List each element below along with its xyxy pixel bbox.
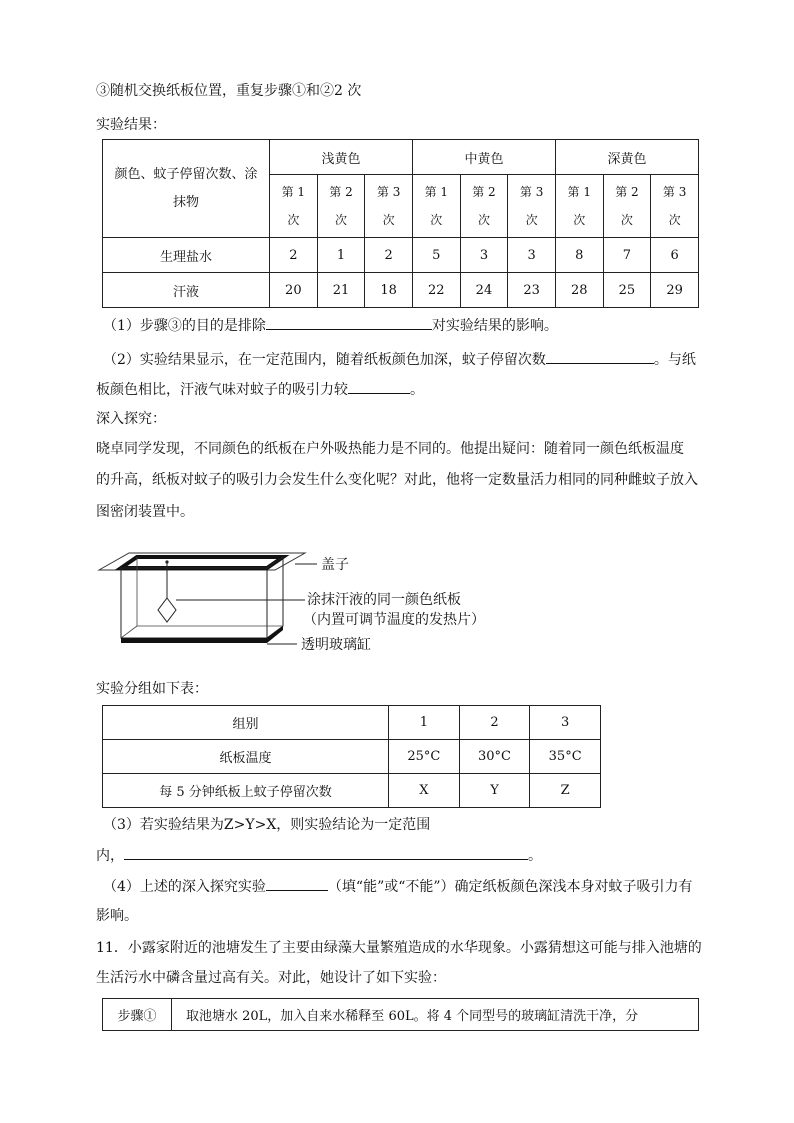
results-label: 实验结果： — [96, 117, 166, 133]
question-2 — [103, 349, 696, 370]
paragraph-line: 的升高，纸板对蚊子的吸引力会发生什么变化呢？对此，他将一定数量活力相同的同种雌蚊子放入 — [96, 472, 698, 488]
trial-label: 第 1 次 — [567, 185, 591, 227]
table-cell: 20 — [270, 273, 318, 308]
question-3-line2-text: 内， — [96, 848, 124, 864]
table-cell: 24 — [460, 273, 508, 308]
question-1 — [103, 315, 558, 336]
question-2-suffix: 。与纸 — [653, 352, 696, 368]
table-cell: Z — [530, 774, 601, 808]
step-label: 步骤① — [103, 999, 172, 1031]
table-cell: 7 — [603, 238, 651, 273]
trial-label: 第 3 次 — [519, 185, 544, 227]
step-text: 取池塘水 20L，加入自来水稀释至 60L。将 4 个同型号的玻璃缸清洗干净，分 — [172, 999, 699, 1031]
table-cell: 18 — [365, 273, 413, 308]
question-4-suffix: （填“能”或“不能”）确定纸板颜色深浅本身对蚊子吸引力有 — [327, 879, 693, 895]
question-3: （3）若实验结果为Z>Y>X，则实验结论为一定范围 — [103, 817, 431, 833]
trial-label: 第 2 次 — [615, 185, 639, 227]
table1-color-medium: 中黄色 — [412, 140, 555, 175]
trial-label: 第 2 次 — [329, 185, 353, 227]
deep-inquiry-label: 深入探究： — [96, 411, 166, 427]
tank-label: 透明玻璃缸 — [301, 637, 371, 653]
trial-header — [555, 175, 603, 238]
row-label-stay-count: 每 5 分钟纸板上蚊子停留次数 — [103, 774, 389, 808]
row-label-sweat: 汗液 — [103, 273, 270, 308]
table1-color-dark: 深黄色 — [555, 140, 698, 175]
table-cell: 25 — [603, 273, 651, 308]
table1-color-light: 浅黄色 — [270, 140, 413, 175]
question-11-line1: 11．小露家附近的池塘发生了主要由绿藻大量繁殖造成的水华现象。小露猜想这可能与排入池塘的 — [96, 940, 702, 956]
table-cell: Y — [459, 774, 530, 808]
trial-label: 第 2 次 — [472, 185, 496, 227]
group-header: 2 — [459, 706, 530, 740]
row-label-saline: 生理盐水 — [103, 238, 270, 273]
hook-point — [165, 560, 168, 563]
tank-bottom — [121, 626, 283, 643]
trial-header — [412, 175, 460, 238]
answer-blank[interactable] — [266, 315, 432, 330]
table1-corner-header — [103, 140, 270, 238]
question-4-text: （4）上述的深入探究实验 — [103, 879, 266, 895]
mosquito-results-table — [102, 139, 699, 308]
group-header: 1 — [389, 706, 460, 740]
question-2-text: （2）实验结果显示，在一定范围内，随着纸板颜色加深，蚊子停留次数 — [103, 352, 546, 368]
table-cell: 25°C — [389, 740, 460, 774]
experiment-groups-table — [102, 705, 601, 808]
table-cell: 21 — [317, 273, 365, 308]
answer-blank[interactable] — [546, 349, 654, 364]
table-cell: 3 — [460, 238, 508, 273]
paragraph-line: 晓卓同学发现，不同颜色的纸板在户外吸热能力是不同的。他提出疑问：随着同一颜色纸板温度 — [96, 441, 684, 457]
trial-header — [603, 175, 651, 238]
table-cell: 22 — [412, 273, 460, 308]
table-cell: 28 — [555, 273, 603, 308]
procedure-table — [102, 998, 699, 1031]
table-cell: 8 — [555, 238, 603, 273]
question-1-text: （1）步骤③的目的是排除 — [103, 318, 266, 334]
trial-header — [270, 175, 318, 238]
trial-header — [460, 175, 508, 238]
answer-blank[interactable] — [124, 845, 528, 860]
group-header: 3 — [530, 706, 601, 740]
table-cell: 5 — [412, 238, 460, 273]
table-cell: 1 — [317, 238, 365, 273]
question-11-line2: 生活污水中磷含量过高有关。对此，她设计了如下实验： — [96, 970, 446, 986]
trial-label: 第 1 次 — [424, 185, 449, 227]
question-1-suffix: 对实验结果的影响。 — [431, 318, 558, 334]
row-label-temperature: 纸板温度 — [103, 740, 389, 774]
table-cell: 2 — [270, 238, 318, 273]
question-2-line2-text: 板颜色相比，汗液气味对蚊子的吸引力较 — [96, 382, 348, 398]
closed-tank-diagram — [95, 548, 525, 663]
board-note-label: （内置可调节温度的发热片） — [303, 612, 485, 628]
trial-label: 第 1 次 — [281, 185, 306, 227]
question-4 — [103, 876, 693, 897]
paper-board-diamond — [158, 598, 176, 622]
trial-header — [508, 175, 556, 238]
question-2-line2-suffix: 。 — [410, 382, 424, 398]
question-3-line2-suffix: 。 — [528, 848, 542, 864]
groups-header-label: 组别 — [103, 706, 389, 740]
group-label: 实验分组如下表： — [96, 681, 208, 697]
table-cell: 35°C — [530, 740, 601, 774]
paragraph-line: 图密闭装置中。 — [96, 504, 194, 520]
trial-header — [317, 175, 365, 238]
tank-rim — [121, 557, 283, 568]
answer-blank[interactable] — [266, 876, 328, 891]
trial-label: 第 3 次 — [376, 185, 401, 227]
question-3-line2 — [96, 845, 542, 866]
question-2-line2 — [96, 379, 424, 400]
table-cell: 2 — [365, 238, 413, 273]
table-cell: 30°C — [459, 740, 530, 774]
table-cell: 3 — [508, 238, 556, 273]
trial-header — [365, 175, 413, 238]
table-cell: 23 — [508, 273, 556, 308]
lid-label: 盖子 — [321, 557, 349, 573]
tank-back-edge — [121, 626, 137, 638]
board-label: 涂抹汗液的同一颜色纸板 — [307, 592, 461, 608]
question-4-line2: 影响。 — [96, 908, 138, 924]
trial-header — [651, 175, 699, 238]
table-cell: X — [389, 774, 460, 808]
table1-corner-text: 颜色、蚊子停留次数、涂抹物 — [114, 166, 258, 210]
table-cell: 29 — [651, 273, 699, 308]
tank-front — [121, 568, 267, 638]
trial-label: 第 3 次 — [662, 185, 687, 227]
step3-text: ③随机交换纸板位置，重复步骤①和②2 次 — [96, 83, 362, 99]
answer-blank[interactable] — [348, 379, 410, 394]
table-cell: 6 — [651, 238, 699, 273]
